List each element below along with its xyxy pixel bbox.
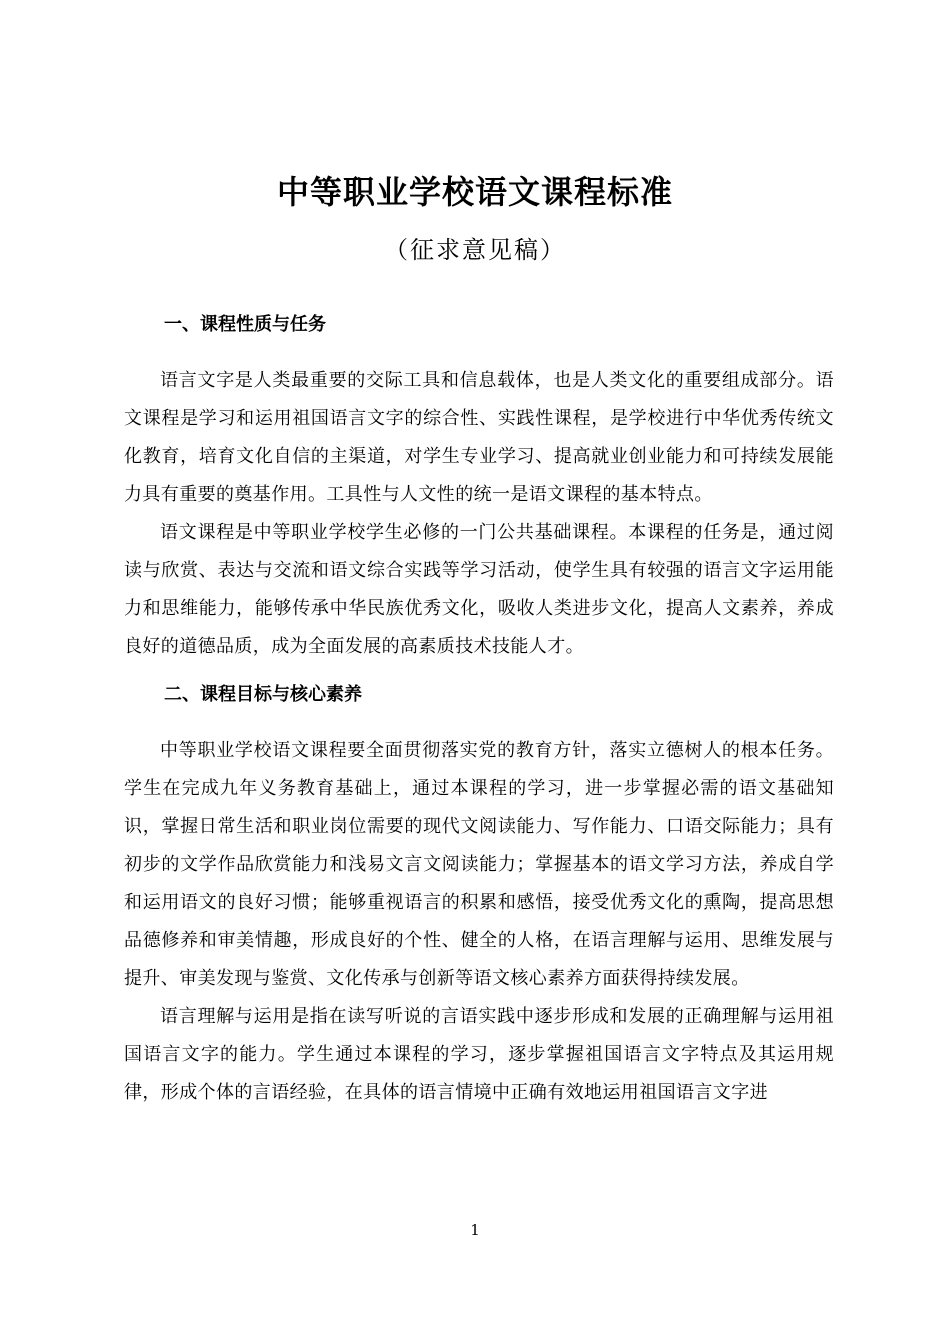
paragraph: 语言文字是人类最重要的交际工具和信息载体，也是人类文化的重要组成部分。语文课程是学习和运用祖国语言文字的综合性、实践性课程，是学校进行中华优秀传统文化教育，培育文化自信的主渠道，对学生专业学习、提高就业创业能力和可持续发展能力具有重要的奠基作用。工具性与人文性的统一是语文课程的基本特点。	[124, 370, 834, 505]
paragraph: 语文课程是中等职业学校学生必修的一门公共基础课程。本课程的任务是，通过阅读与欣赏、表达与交流和语文综合实践等学习活动，使学生具有较强的语言文字运用能力和思维能力，能够传承中华民族优秀文化，吸收人类进步文化，提高人文素养，养成良好的道德品质，成为全面发展的高素质技术技能人才。	[124, 522, 834, 657]
paragraph: 语言理解与运用是指在读写听说的言语实践中逐步形成和发展的正确理解与运用祖国语言文字的能力。学生通过本课程的学习，逐步掌握祖国语言文字特点及其运用规律，形成个体的言语经验，在具体的语言情境中正确有效地运用祖国语言文字进	[124, 1006, 834, 1103]
document-subtitle: （征求意见稿）	[384, 236, 566, 264]
document-title: 中等职业学校语文课程标准	[276, 173, 673, 211]
document-body	[124, 306, 834, 1112]
section-heading-course-nature: 一、课程性质与任务	[164, 314, 326, 335]
section-heading-course-goals: 二、课程目标与核心素养	[164, 684, 362, 705]
paragraph: 中等职业学校语文课程要全面贯彻落实党的教育方针，落实立德树人的根本任务。学生在完成九年义务教育基础上，通过本课程的学习，进一步掌握必需的语文基础知识，掌握日常生活和职业岗位需要的现代文阅读能力、写作能力、口语交际能力；具有初步的文学作品欣赏能力和浅易文言文阅读能力；掌握基本的语文学习方法，养成自学和运用语文的良好习惯；能够重视语言的积累和感悟，接受优秀文化的熏陶，提高思想品德修养和审美情趣，形成良好的个性、健全的人格，在语言理解与运用、思维发展与提升、审美发现与鉴赏、文化传承与创新等语文核心素养方面获得持续发展。	[124, 740, 834, 989]
page-number: 1	[470, 1221, 480, 1239]
